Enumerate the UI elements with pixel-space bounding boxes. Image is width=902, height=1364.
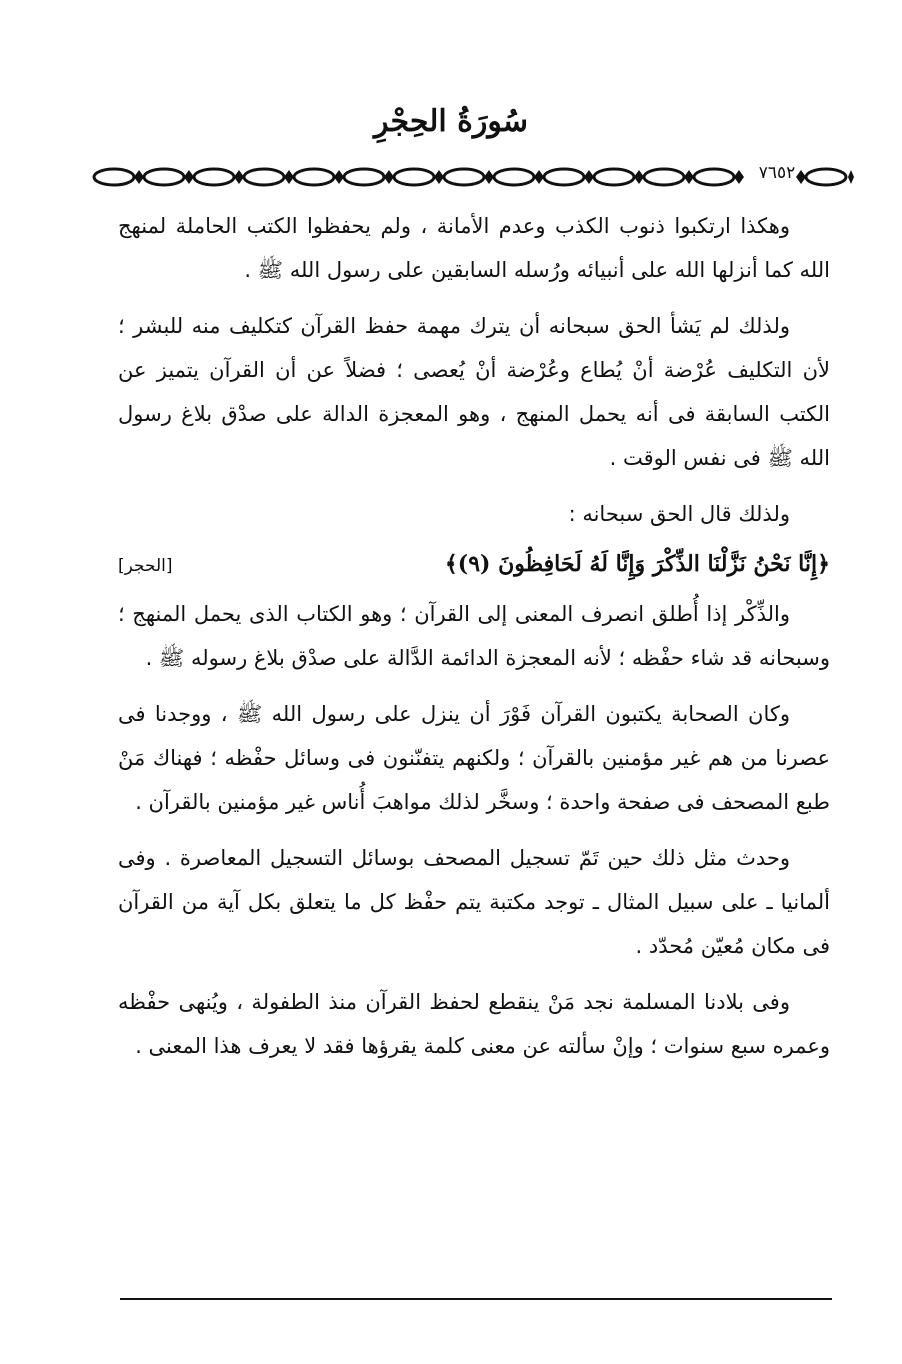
paragraph-3: ولذلك قال الحق سبحانه : (568, 502, 790, 526)
paragraph-1: وهكذا ارتكبوا ذنوب الكذب وعدم الأمانة ، ولم يحفظوا الكتب الحاملة لمنهج الله كما أنزلها الله على أنبيائه ورُسله السابقين على رسول الله ﷺ . (118, 214, 830, 282)
main-text (118, 204, 830, 1080)
footer-rule (120, 1298, 832, 1300)
paragraph-6: وحدث مثل ذلك حين تَمّ تسجيل المصحف بوسائل التسجيل المعاصرة . وفى ألمانيا ـ على سبيل المثال ـ توجد مكتبة يتم حفْظ كل ما يتعلق بكل آية من القرآن فى مكان مُعيّن مُحدّد . (118, 846, 830, 958)
paragraph-7: وفى بلادنا المسلمة نجد مَنْ ينقطع لحفظ القرآن منذ الطفولة ، ويُنهى حفْظه وعمره سبع سنوات ؛ وإنْ سألته عن معنى كلمة يقرؤها فقد لا يعرف هذا المعنى . (118, 990, 830, 1058)
quran-verse: ﴿إِنَّا نَحْنُ نَزَّلْنَا الذِّكْرَ وَإِنَّا لَهُ لَحَافِظُونَ (٩)﴾ (444, 551, 830, 577)
verse-reference: [الحجر] (118, 556, 173, 576)
quran-verse-line (118, 540, 830, 586)
surah-title: سُورَةُ الحِجْرِ (373, 104, 529, 139)
paragraph-5: وكان الصحابة يكتبون القرآن فَوْرَ أن ينزل على رسول الله ﷺ ، ووجدنا فى عصرنا من هم غير مؤمنين بالقرآن ؛ ولكنهم يتفنّنون فى وسائل حفْظه ؛ فهناك مَنْ طبع المصحف فى صفحة واحدة ؛ وسخَّر لذلك مواهبَ أُناس غير مؤمنين بالقرآن . (118, 702, 830, 814)
paragraph-4: والذِّكْر إذا أُطلق انصرف المعنى إلى القرآن ؛ وهو الكتاب الذى يحمل المنهج ؛ وسبحانه قد شاء حفْظه ؛ لأنه المعجزة الدائمة الدَّالة على صدْق بلاغ رسوله ﷺ . (118, 602, 830, 670)
ornament-border (88, 164, 854, 190)
paragraph-2: ولذلك لم يَشأ الحق سبحانه أن يترك مهمة حفظ القرآن كتكليف منه للبشر ؛ لأن التكليف عُرْضة أنْ يُطاع وعُرْضة أنْ يُعصى ؛ فضلاً عن أن القرآن يتميز عن الكتب السابقة فى أنه يحمل المنهج ، وهو المعجزة الدالة على صدْق بلاغ رسول الله ﷺ فى نفس الوقت . (118, 314, 830, 470)
page-number: ٧٦٥٢ (758, 163, 796, 183)
